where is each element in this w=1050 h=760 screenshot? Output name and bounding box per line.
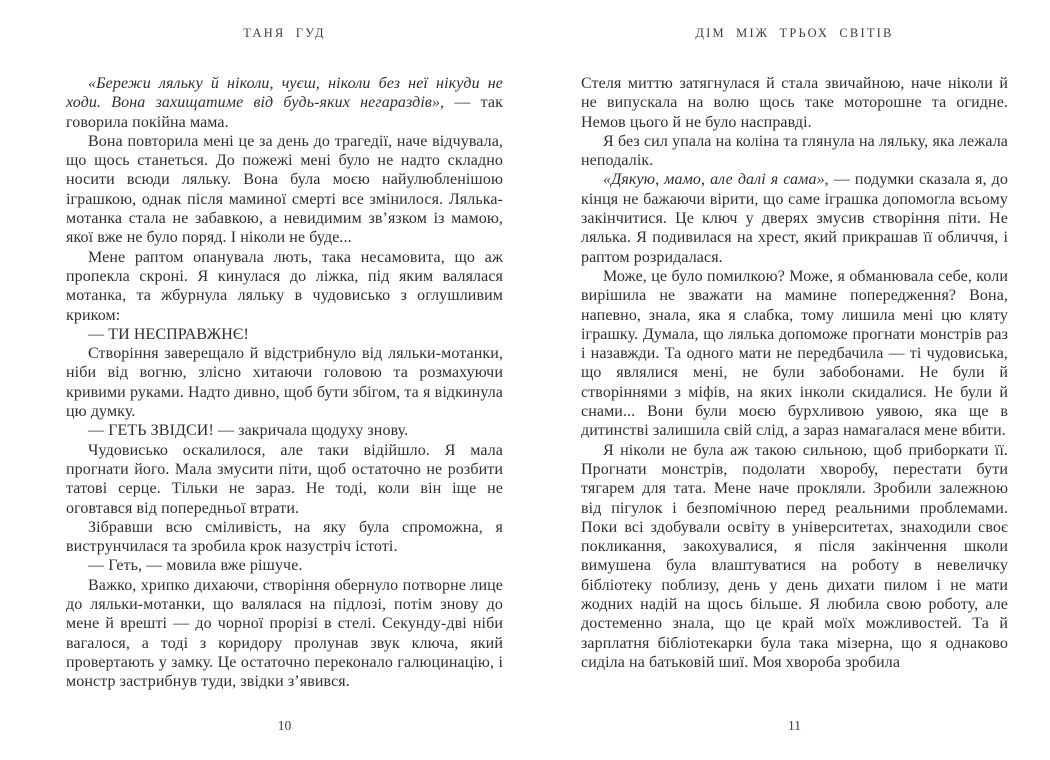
text-segment: — ТИ НЕСПРАВЖНЄ! <box>88 325 249 343</box>
italic-text-segment: «Бережи ляльку й ніколи, чуєш, ніколи без неї нікуди не ходи. Вона захищатиме від будь-яких негараздів», <box>66 75 503 112</box>
italic-text-segment: «Дякую, мамо, але далі я сама», <box>603 171 829 189</box>
paragraph <box>66 325 503 344</box>
paragraph <box>66 344 503 421</box>
text-segment: Важко, хрипко дихаючи, створіння обернуло потворне лице до ляльки-мотанки, що валялася на підлозі, потім знову до мене й врешті — до чорної прорізі в стелі. Секунду-дві ніби вагалося, а тоді з коридору пролунав звук ключа, який провертають у замку. Це остаточно переконало галюцинацію, і монстр застрибнув туди, звідки з’явився. <box>66 576 503 691</box>
paragraph <box>66 441 503 518</box>
paragraph <box>581 170 1008 266</box>
paragraph <box>581 267 1008 441</box>
paragraph <box>581 441 1008 673</box>
page-number-left: 10 <box>277 718 292 733</box>
running-head-author: ТАНЯ ГУД <box>243 26 326 40</box>
text-segment: Я без сил упала на коліна та глянула на ляльку, яка лежала неподалік. <box>581 132 1008 170</box>
running-head-book-title: ДІМ МІЖ ТРЬОХ СВІТІВ <box>695 26 894 40</box>
text-segment: — ГЕТЬ ЗВІДСИ! — закричала щодуху знову. <box>88 422 409 440</box>
paragraph <box>581 74 1008 132</box>
page-right <box>581 0 1008 760</box>
text-segment: Чудовисько оскалилося, але таки відійшло. Я мала прогнати його. Мала змусити піти, щоб остаточно не розбити татові серце. Тільки не зараз. Не тоді, коли він іще не оговтався від попередньої втрати. <box>66 441 503 517</box>
paragraph <box>66 248 503 325</box>
text-segment: Створіння заверещало й відстрибнуло від ляльки-мотанки, ніби від вогню, злісно хитаючи головою та розмахуючи кривими руками. Надто дивно, щоб бути збігом, та я відкинула цю думку. <box>66 345 503 421</box>
paragraph <box>66 132 503 248</box>
page-left-body <box>66 74 503 692</box>
paragraph <box>66 518 503 557</box>
text-segment: — Геть, — мовила вже рішуче. <box>88 557 303 575</box>
text-segment: Мене раптом опанувала лють, така несамовита, що аж пропекла скроні. Я кинулася до ліжка, під яким валялася мотанка, та жбурнула ляльку в чудовисько з оглушливим криком: <box>66 248 503 324</box>
paragraph <box>66 556 503 575</box>
text-segment: Зібравши всю сміливість, на яку була спроможна, я виструнчилася та зробила крок назустріч істоті. <box>66 518 503 556</box>
text-segment: Вона повторила мені це за день до трагедії, наче відчувала, що щось станеться. До пожежі мені було не надто складно носити всюди ляльку. Вона була моєю найулюбленішою іграшкою, однак після маминої смерті все змінилося. Лялька-мотанка стала не забавкою, а невидимим зв’язком із мамою, якої вже не було поряд. І ніколи не буде... <box>66 132 503 247</box>
paragraph <box>66 576 503 692</box>
text-segment: — так говорила покійна мама. <box>66 94 503 131</box>
text-segment: Може, це було помилкою? Може, я обманювала себе, коли вирішила не зважати на мамине попередження? Вона, напевно, знала, яка я слабка, тому лишила мені цю кляту іграшку. Думала, що лялька допоможе прогнати монстрів раз і назавжди. Та одного мати не передбачила — ті чудовиська, що являлися мені, не були забобонами. Не були й створіннями з міфів, на яких інколи скидалися. Не були й снами... Вони були моєю бурхливою уявою, яка ще в дитинстві залишила свій слід, а зараз намагалася мене вбити. <box>581 267 1008 440</box>
paragraph <box>66 421 503 440</box>
paragraph <box>581 132 1008 171</box>
text-segment: — подумки сказала я, до кінця не бажаючи вірити, що саме іграшка допомогла всьому закінчитися. Це ключ у дверях змусив створіння піти. Не лялька. Я подивилася на хрест, який прикрашав її обличчя, і раптом розридалася. <box>581 171 1008 266</box>
text-segment: Я ніколи не була аж такою сильною, щоб приборкати її. Прогнати монстрів, подолати хворобу, перестати бути тягарем для тата. Мене наче прокляли. Зробили залежною від пігулок і безпомічною перед реальними проблемами. Поки всі здобували освіту в університетах, знаходили своє покликання, закохувалися, я після закінчення школи вимушена була влаштуватися на роботу в невеличку бібліотеку поблизу, день у день дихати пилом і не мати жодних надій на щось більше. Я любила свою роботу, але достеменно знала, що це край моїх можливостей. Та й зарплатня бібліотекарки була така мізерна, що я однаково сиділа на батьковій шиї. Моя хвороба зробила <box>581 441 1008 671</box>
page-left <box>66 0 503 760</box>
page-number-right: 11 <box>788 718 801 733</box>
paragraph <box>66 74 503 132</box>
text-segment: Стеля миттю затягнулася й стала звичайною, наче ніколи й не випускала на волю щось таке моторошне та огидне. Немов цього й не було насправді. <box>581 75 1008 131</box>
page-right-body <box>581 74 1008 672</box>
